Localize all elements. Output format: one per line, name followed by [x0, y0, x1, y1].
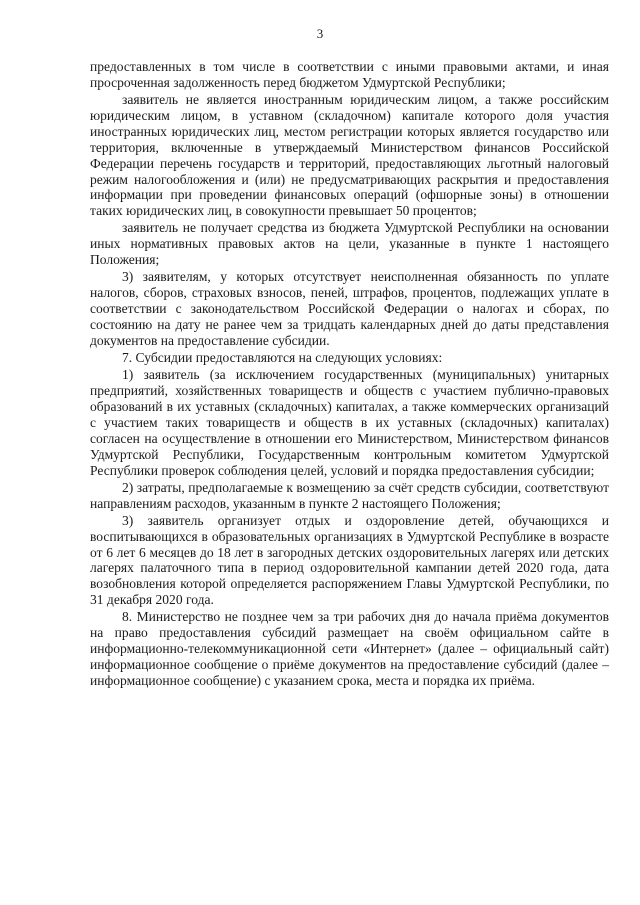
- paragraph-section-7-heading: 7. Субсидии предоставляются на следующих условиях:: [122, 350, 443, 366]
- paragraph-condition-1: 1) заявитель (за исключением государственных (муниципальных) унитарных предприятий, хозяйственных товариществ и обществ с участием публично-правовых образований в их уставных (складочных) капиталах, а также коммерческих организаций с участием таких товариществ и обществ в их уставных (складочных) капиталах) согласен на осуществление в отношении его Министерством, Министерством финансов Удмуртской Республики, Государственным контрольным комитетом Удмуртской Республики проверок соблюдения целей, условий и порядка предоставления субсидии;: [90, 367, 609, 478]
- paragraph-no-other-budget-funds: заявитель не получает средства из бюджета Удмуртской Республики на основании иных нормативных правовых актов на цели, указанные в пункте 1 настоящего Положения;: [90, 220, 609, 268]
- paragraph-continuation: предоставленных в том числе в соответствии с иными правовыми актами, и иная просроченная задолженность перед бюджетом Удмуртской Республики;: [90, 59, 609, 90]
- paragraph-foreign-entity-condition: заявитель не является иностранным юридическим лицом, а также российским юридическим лицом, в уставном (складочном) капитале которого доля участия иностранных юридических лиц, местом регистрации которых является государство или территория, включенные в утверждаемый Министерством финансов Российской Федерации перечень государств и территорий, предоставляющих льготный налоговый режим налогообложения и (или) не предусматривающих раскрытия и предоставления информации при проведении финансовых операций (офшорные зоны) в отношении таких юридических лиц, в совокупности превышает 50 процентов;: [90, 92, 609, 219]
- document-body: [90, 59, 609, 690]
- paragraph-item-3-tax-obligations: 3) заявителям, у которых отсутствует неисполненная обязанность по уплате налогов, сборов, страховых взносов, пеней, штрафов, процентов, подлежащих уплате в соответствии с законодательством Российской Федерации о налогах и сборах, по состоянию на дату не ранее чем за тридцать календарных дней до даты представления документов на предоставление субсидии.: [90, 269, 609, 348]
- page-number: 3: [316, 26, 324, 41]
- paragraph-condition-3: 3) заявитель организует отдых и оздоровление детей, обучающихся и воспитывающихся в образовательных организациях в Удмуртской Республике в возрасте от 6 лет 6 месяцев до 18 лет в загородных детских оздоровительных лагерях или детских лагерях палаточного типа в период оздоровительной кампании детей 2020 года, дата возобновления которой определяется распоряжением Главы Удмуртской Республики, по 31 декабря 2020 года.: [90, 512, 609, 608]
- paragraph-section-8: 8. Министерство не позднее чем за три рабочих дня до начала приёма документов на право предоставления субсидий размещает на своём официальном сайте в информационно-телекоммуникационной сети «Интернет» (далее – официальный сайт) информационное сообщение о приёме документов на предоставление субсидий (далее – информационное сообщение) с указанием срока, места и порядка их приёма.: [90, 609, 609, 688]
- paragraph-condition-2: 2) затраты, предполагаемые к возмещению за счёт средств субсидии, соответствуют направлениям расходов, указанным в пункте 2 настоящего Положения;: [90, 479, 609, 511]
